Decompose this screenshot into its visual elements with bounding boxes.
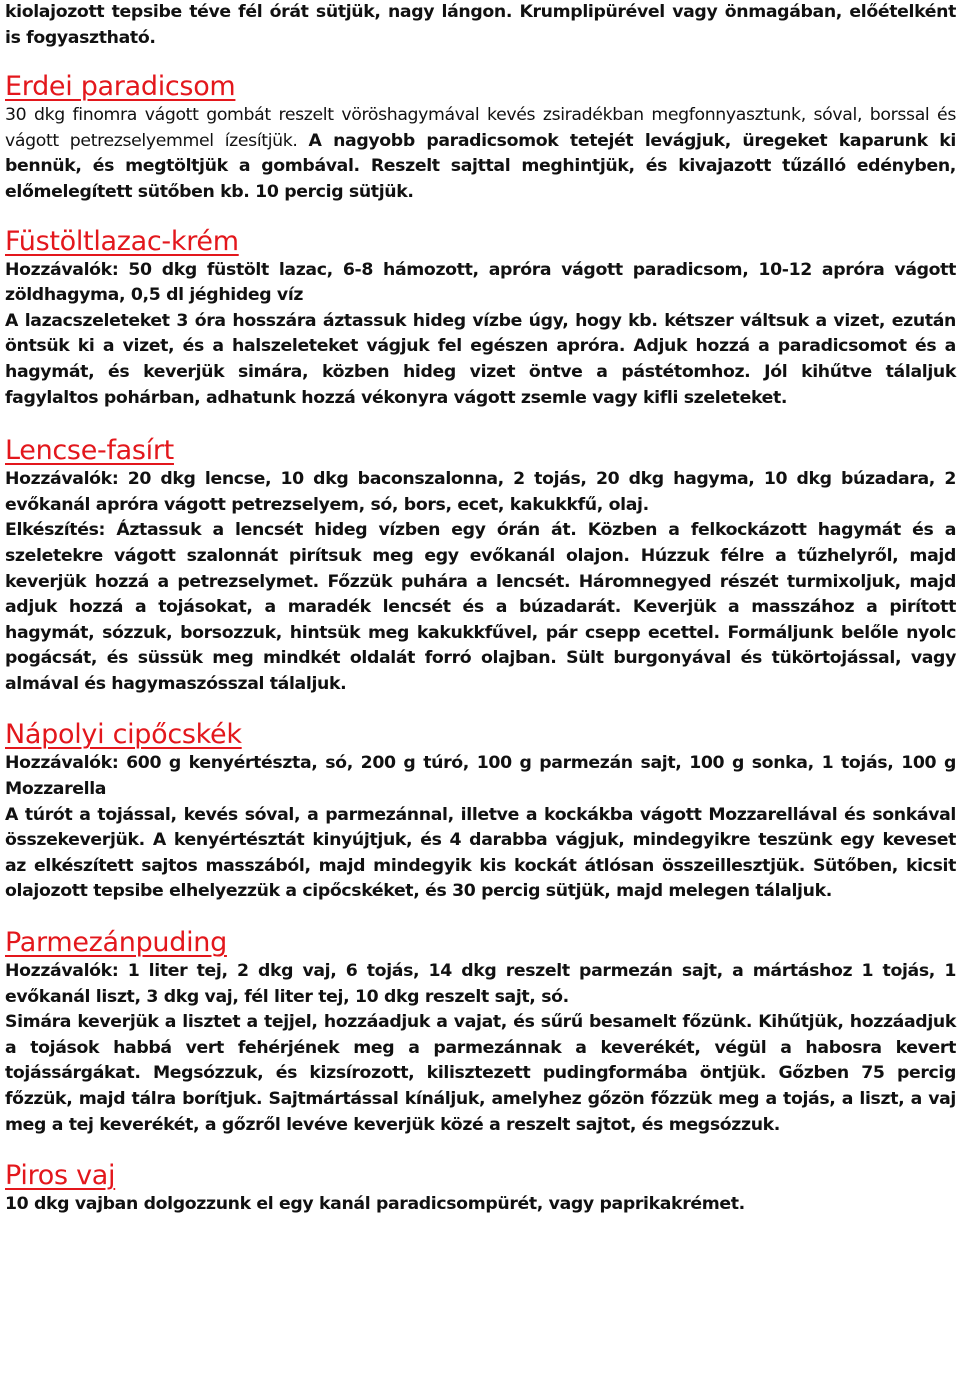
recipe-title: Füstöltlazac-krém [5,225,239,257]
recipe-method: A túrót a tojással, kevés sóval, a parmezánnal, illetve a kockákba vágott Mozzarellával és sonkával összekeverjük. A kenyértésztát kinyújtjuk, és 4 darabba vágjuk, mindegyikre teszünk egy keveset az elkészített sajtos masszából, majd mindegyik kis kockát átlósan összeillesztjük. Sütőben, kicsit olajozott tepsibe elhelyezzük a cipőcskéket, és 30 percig sütjük, majd melegen tálaljuk. [5,804,956,902]
recipe-lencse-fasirt [5,435,956,697]
recipe-title: Piros vaj [5,1160,116,1192]
recipe-ingredients: Hozzávalók: 20 dkg lencse, 10 dkg baconszalonna, 2 tojás, 20 dkg hagyma, 10 dkg búzadara, 2 evőkanál apróra vágott petrezselyem, só, bors, ecet, kakukkfű, olaj. [5,469,956,515]
recipe-text [5,103,956,205]
recipe-title: Parmezánpuding [5,927,227,959]
recipe-text-part: 30 dkg finomra vágott gombát reszelt vöröshagymával kevés zsiradékban megfonnyasztunk, sóval, borssal és vágott petrezselyemmel ízesítjük. [5,105,956,151]
intro-paragraph: kiolajozott tepsibe téve fél órát sütjük, nagy lángon. Krumplipürével vagy önmagában, előételként is fogyasztható. [5,2,956,48]
recipe-ingredients: Hozzávalók: 50 dkg füstölt lazac, 6-8 hámozott, apróra vágott paradicsom, 10-12 apróra vágott zöldhagyma, 0,5 dl jéghideg víz [5,259,956,306]
recipe-title: Erdei paradicsom [5,71,236,103]
recipe-text-part: A nagyobb paradicsomok tetejét levágjuk, üregeket kaparunk ki bennük, és megtöltjük a gombával. Reszelt sajttal meghintjük, és kivajazott tűzálló edényben, előmelegített sütőben kb. 10 percig sütjük. [5,130,956,202]
recipe-napolyi-cipocskek [5,719,956,905]
recipe-ingredients: Hozzávalók: 600 g kenyértészta, só, 200 g túró, 100 g parmezán sajt, 100 g sonka, 1 tojás, 100 g Mozzarella [5,753,956,800]
recipe-title: Nápolyi cipőcskék [5,719,242,751]
recipe-method: Simára keverjük a lisztet a tejjel, hozzáadjuk a vajat, és sűrű besamelt főzünk. Kihűtjük, hozzáadjuk a tojások habbá vert fehérjének meg a parmezánnak a keverékét, végül a habosra kevert tojássárgákat. Megsózzuk, és kizsírozott, kilisztezett pudingformába öntjük. Gőzben 75 percig főzzük, majd tálra borítjuk. Sajtmártással kínáljuk, amelyhez gőzön főzzük meg a tojás, a liszt, a vaj meg a tej keverékét, a gőzről levéve keverjük közé a reszelt sajtot, és megsózzuk. [5,1012,956,1135]
recipe-method: A lazacszeleteket 3 óra hosszára áztassuk hideg vízbe úgy, hogy kb. kétszer váltsuk a vizet, ezután öntsük ki a vizet, és a halszeleteket vágjuk fel egészen apróra. Adjuk hozzá a paradicsomot és a hagymát, és keverjük simára, közben hideg vizet öntve a pástétomhoz. Jól kihűtve tálaljuk fagylaltos pohárban, adhatunk hozzá vékonyra vágott zsemle vagy kifli szeleteket. [5,310,956,408]
recipe-ingredients: Hozzávalók: 1 liter tej, 2 dkg vaj, 6 tojás, 14 dkg reszelt parmezán sajt, a mártáshoz 1 tojás, 1 evőkanál liszt, 3 dkg vaj, fél liter tej, 10 dkg reszelt sajt, só. [5,961,956,1007]
recipe-fustoltlazac-krem [5,226,956,412]
recipe-page [5,0,956,1218]
recipe-piros-vaj [5,1160,956,1218]
recipe-method: Elkészítés: Áztassuk a lencsét hideg vízben egy órán át. Közben a felkockázott hagymát és a szeletekre vágott szalonnát pirítsuk meg egy evőkanál olajon. Húzzuk félre a tűzhelyről, majd keverjük hozzá a petrezselymet. Főzzük puhára a lencsét. Háromnegyed részét turmixoljuk, majd adjuk hozzá a tojásokat, a maradék lencsét és a búzadarát. Keverjük a masszához a pirított hagymát, sózzuk, borsozzuk, hintsük meg kakukkfűvel, pár csepp ecettel. Formáljunk belőle nyolc pogácsát, és süssük meg mindkét oldalát forró olajban. Sült burgonyával és tükörtojással, vagy almával és hagymaszósszal tálaljuk. [5,520,956,694]
recipe-parmezanpuding [5,927,956,1138]
recipe-erdei-paradicsom [5,71,956,205]
recipe-title: Lencse-fasírt [5,435,174,467]
recipe-text: 10 dkg vajban dolgozzunk el egy kanál paradicsompürét, vagy paprikakrémet. [5,1194,745,1215]
